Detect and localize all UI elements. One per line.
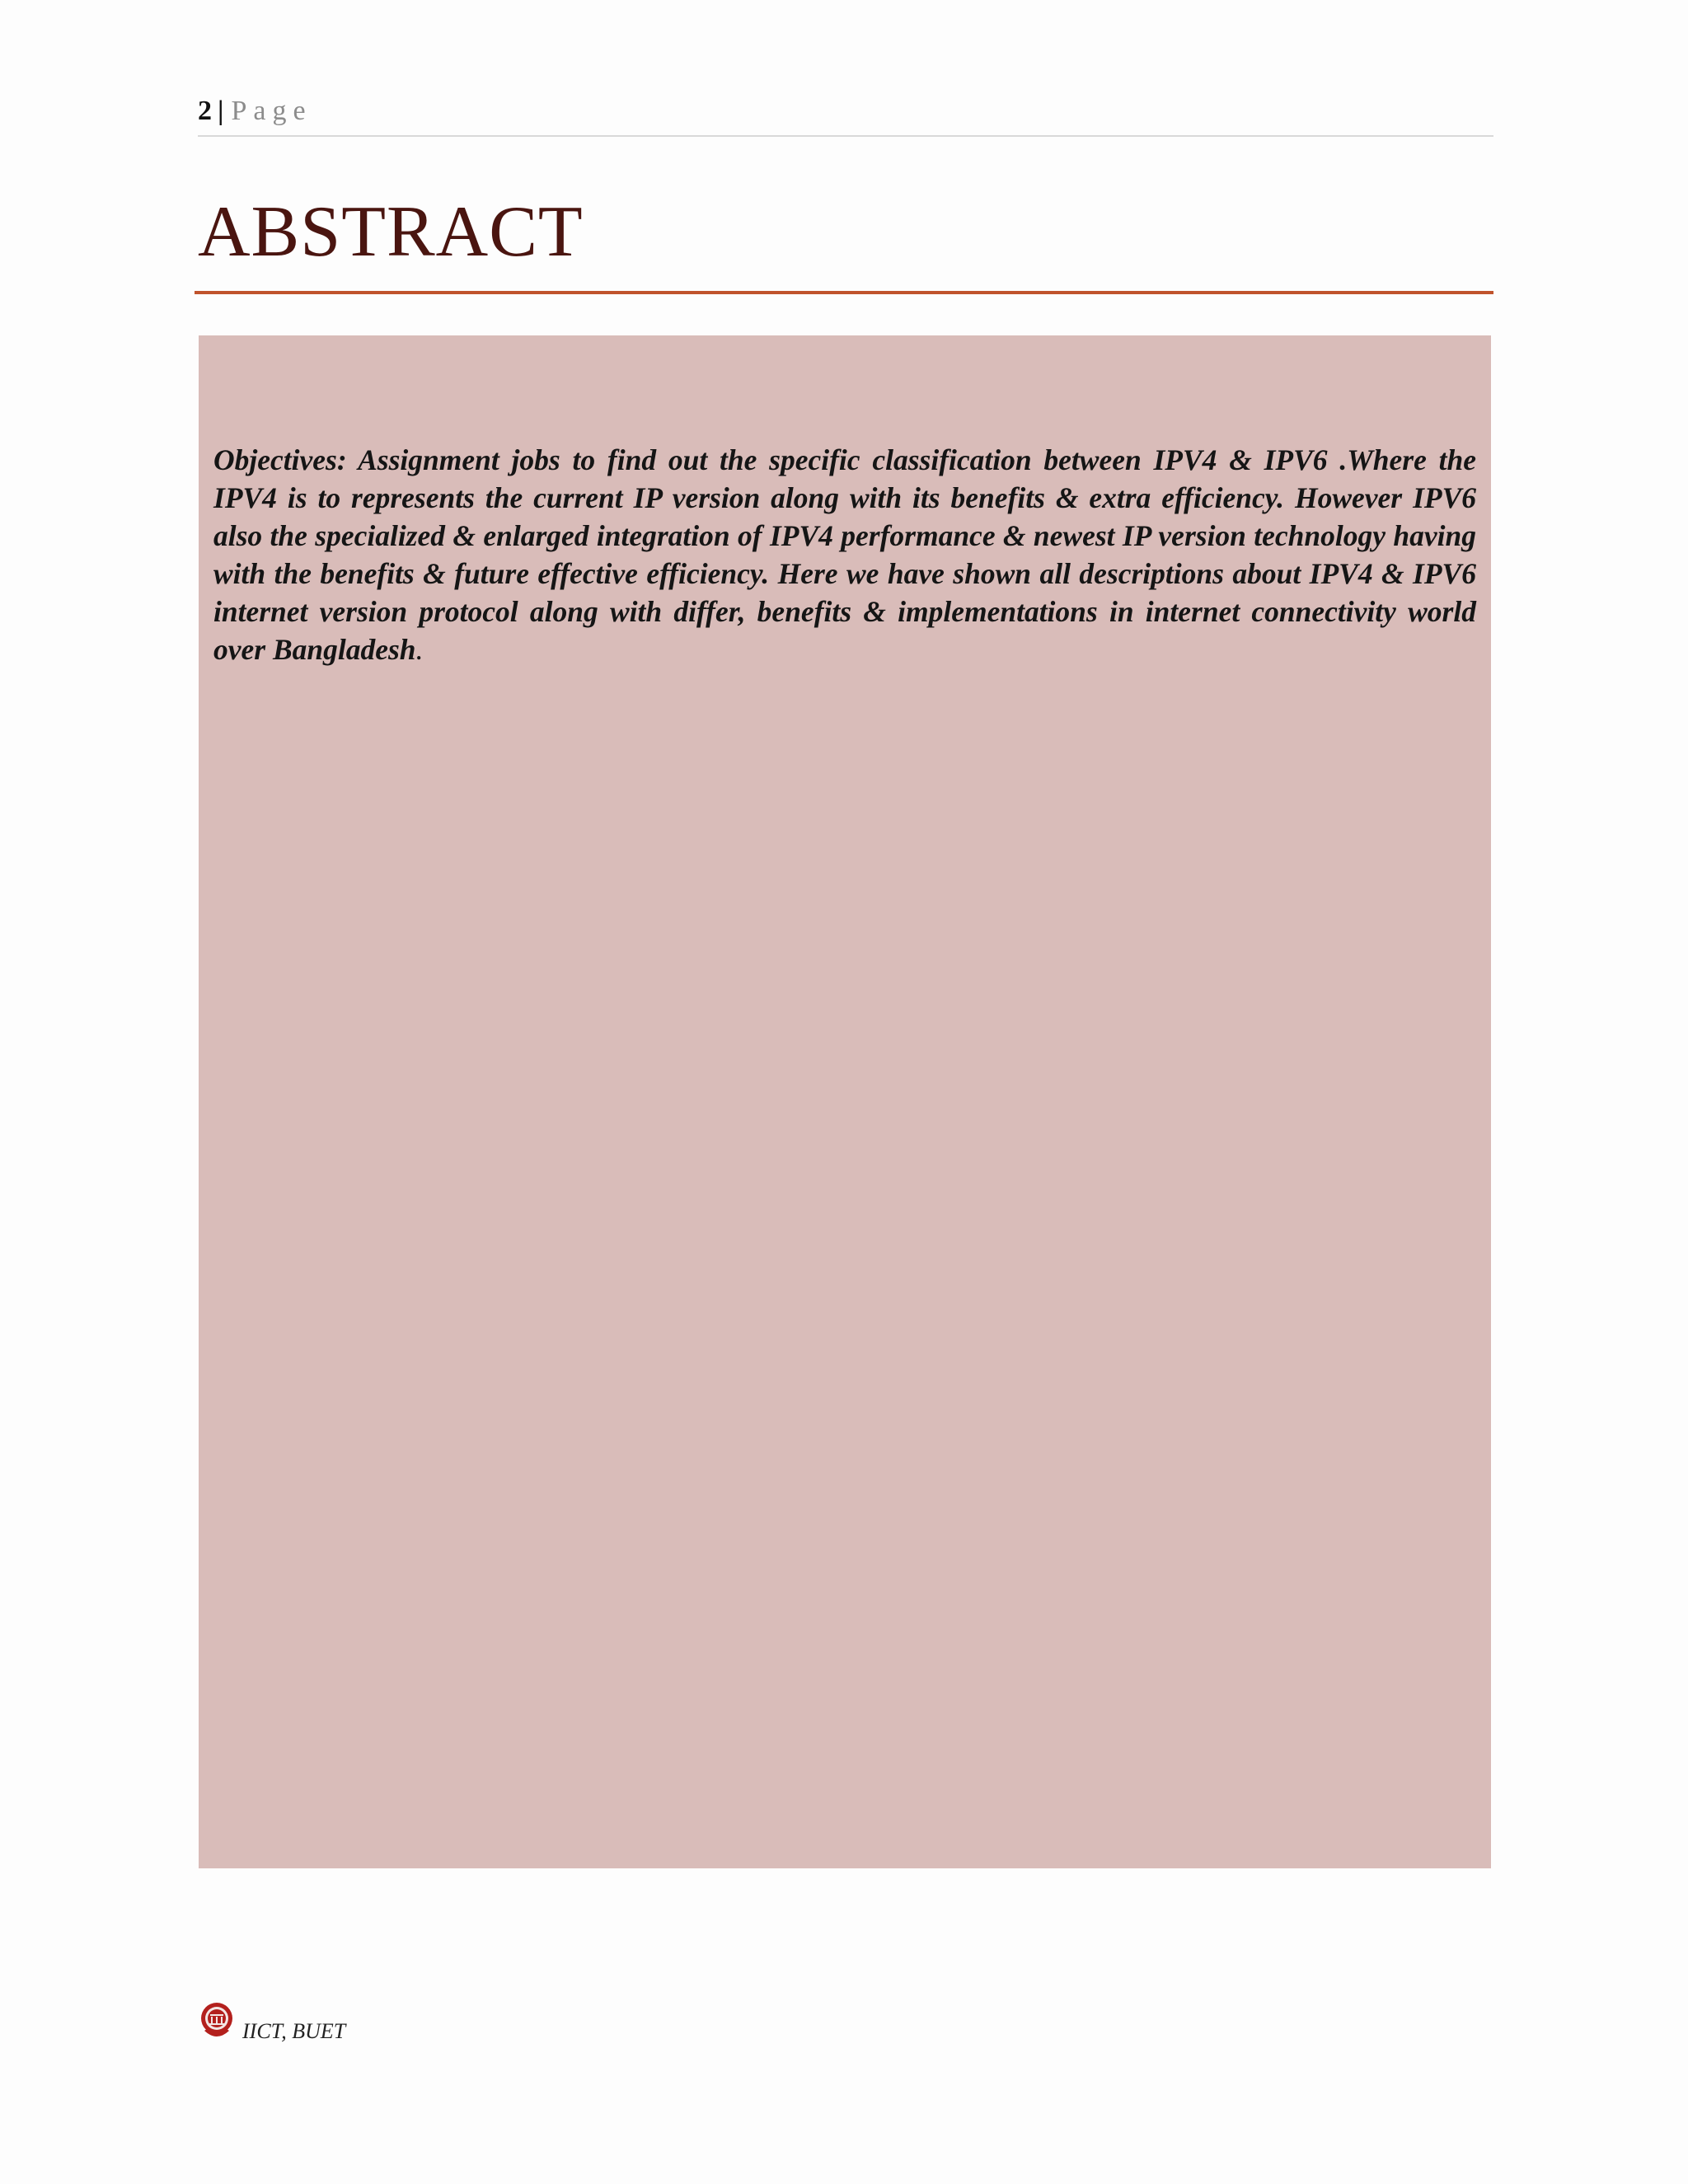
buet-seal-icon — [199, 2001, 234, 2044]
abstract-box — [199, 335, 1491, 1868]
abstract-paragraph — [213, 441, 1476, 668]
abstract-text: Objectives: Assignment jobs to find out the specific classification between IPV4 & IPV6 .Where the IPV4 is to represents the current IP version along with its benefits & extra efficiency. However IPV6 also the specialized & enlarged integration of IPV4 performance & newest IP version technology having with the benefits & future effective efficiency. Here we have shown all descriptions about IPV4 & IPV6 internet version protocol along with differ, benefits & implementations in internet connectivity world over Bangladesh — [213, 443, 1476, 666]
page-number — [198, 96, 312, 127]
abstract-trailing-period: . — [415, 633, 424, 666]
page-number-separator: | — [218, 96, 225, 126]
page-title: ABSTRACT — [198, 192, 584, 272]
title-divider — [195, 291, 1493, 294]
page-label: Page — [231, 96, 312, 126]
page-number-value: 2 — [198, 96, 213, 126]
footer-institution: IICT, BUET — [242, 2019, 346, 2043]
page-header — [198, 92, 1493, 137]
